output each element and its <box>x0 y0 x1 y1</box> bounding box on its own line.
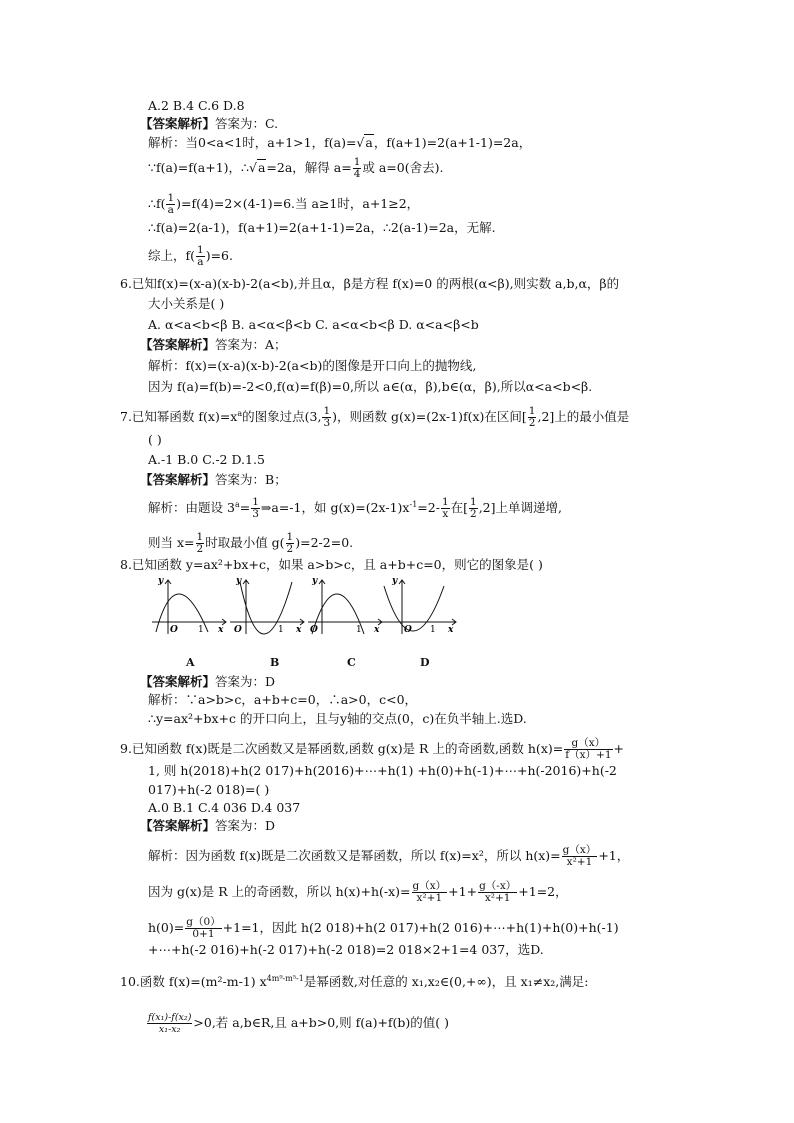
axis-y: y <box>236 576 242 586</box>
q6-analysis-line1: 解析：f(x)=(x-a)(x-b)-2(a<b)的图像是开口向上的抛物线, <box>148 358 477 373</box>
fraction: $\frac{1}{x}$ <box>441 496 449 520</box>
q10-stem-line1: 10.函数 f(x)=(m²-m-1) $x^{4m^9-m^5-1}$是幂函数,对任意的 x₁,x₂∈(0,+∞)，且 x₁≠x₂,满足: <box>120 973 589 989</box>
axis-x: x <box>296 625 302 635</box>
fraction: $\frac{\text{f(x₁)-f(x₂)}}{\text{x₁-x₂}}$ <box>148 1012 192 1035</box>
axis-x: x <box>374 625 380 635</box>
q7-analysis-line2: 则当 x= $\frac{1}{2}$ 时取最小值 g( $\frac{1}{2}$ )=2-2=0. <box>148 531 354 555</box>
answer-tag: 【答案解析】 <box>140 337 216 352</box>
graph-d <box>380 576 458 636</box>
graph-label-a: A <box>186 656 195 669</box>
fraction: $\frac{g(x)}{\text{x²+1}}$ <box>412 880 447 904</box>
fraction: $\frac{g(-x)}{\text{x²+1}}$ <box>479 880 517 904</box>
axis-x: x <box>218 625 224 635</box>
q6-answer <box>140 337 287 353</box>
fraction: $\frac{1}{2}$ <box>470 496 477 520</box>
tick-1: 1 <box>278 625 284 635</box>
answer-text: 答案为：B； <box>215 472 287 487</box>
q9-analysis-line4: +⋯+h(-2 016)+h(-2 017)+h(-2 018)=2 018×2+1=4 037，选D. <box>148 942 544 957</box>
q6-stem-line2: 大小关系是( ) <box>148 296 225 311</box>
q6-options: A. α<a<b<β B. a<α<β<b C. a<α<b<β D. α<a<β<b <box>148 317 479 332</box>
q5-analysis-line5: 综上，f( $\frac{1}{a}$ )=6. <box>148 244 233 268</box>
q5-analysis-line1: 解析：当0<a<1时，a+1>1，f(a)=√a，f(a+1)=2(a+1-1)=2a， <box>148 135 532 150</box>
fraction: $\frac{1}{3}$ <box>323 405 331 429</box>
q9-options: A.0 B.1 C.4 036 D.4 037 <box>148 800 301 815</box>
fraction: $\frac{1}{a}$ <box>197 244 204 268</box>
tick-1: 1 <box>430 625 436 635</box>
answer-text: 答案为：A； <box>215 337 287 352</box>
graph-label-c: C <box>347 656 356 669</box>
q7-analysis-line1: 解析：由题设 $3^a=$ $\frac{1}{3}$ ⇒a=-1，如 $g(x)=(2x-1)x^{-1}=2-$ $\frac{1}{x}$ 在[ $\frac{1}{2}$ ,2]上单调递增, <box>148 496 562 520</box>
q9-stem-line1: 9.已知函数 f(x)既是二次函数又是幂函数,函数 g(x)是 R 上的奇函数,函数 h(x)= $\frac{g(x)}{f(x)+1}$ + <box>120 737 624 761</box>
origin-label: O <box>404 625 412 635</box>
q8-stem: 8.已知函数 y=ax²+bx+c，如果 a>b>c，且 a+b+c=0，则它的图象是( ) <box>120 557 543 572</box>
q8-analysis-line1: 解析：∵a>b>c，a+b+c=0，∴a>0，c<0， <box>148 692 418 707</box>
q9-answer <box>140 818 275 834</box>
q5-analysis-line3: ∴f( $\frac{1}{a}$ )=f(4)=2×(4-1)=6.当 a≥1时，a+1≥2， <box>148 192 420 216</box>
fraction: $\frac{1}{2}$ <box>286 531 294 555</box>
tick-1: 1 <box>198 625 204 635</box>
q9-stem-line2: 1, 则 h(2018)+h(2 017)+h(2016)+⋯+h(1) +h(0)+h(-1)+⋯+h(-2016)+h(-2 <box>148 763 617 778</box>
fraction: $\frac{1}{2}$ <box>528 405 536 429</box>
q7-stem-line2: ( ) <box>148 432 162 447</box>
origin-label: O <box>310 625 318 635</box>
answer-tag: 【答案解析】 <box>140 116 216 131</box>
origin-label: O <box>234 625 242 635</box>
fraction: $\frac{g(x)}{\text{x²+1}}$ <box>562 844 597 868</box>
fraction: $\frac{g(0)}{0+1}$ <box>186 916 221 940</box>
q8-answer <box>140 674 275 690</box>
q5-analysis-line4: ∴f(a)=2(a-1)，f(a+1)=2(a+1-1)=2a，∴2(a-1)=2a，无解. <box>148 220 496 235</box>
q9-analysis-line1: 解析：因为函数 f(x)既是二次函数又是幂函数，所以 f(x)=x²，所以 h(x)= $\frac{g(x)}{\text{x²+1}}$ +1， <box>148 844 630 868</box>
fraction: $\frac{1}{2}$ <box>196 531 204 555</box>
tick-1: 1 <box>356 625 362 635</box>
answer-tag: 【答案解析】 <box>140 818 216 833</box>
q6-stem-line1: 6.已知f(x)=(x-a)(x-b)-2(a<b),并且α，β是方程 f(x)=0 的两根(α<β),则实数 a,b,α，β的 <box>120 276 620 291</box>
q8-analysis-line2: ∴y=ax²+bx+c 的开口向上，且与y轴的交点(0，c)在负半轴上.选D. <box>148 711 527 726</box>
axis-y: y <box>392 576 398 586</box>
q5-options: A.2 B.4 C.6 D.8 <box>148 98 245 113</box>
graph-label-b: B <box>270 656 280 669</box>
answer-text: 答案为：C. <box>215 116 279 131</box>
origin-label: O <box>170 625 178 635</box>
answer-tag: 【答案解析】 <box>140 472 216 487</box>
fraction: $\frac{g(x)}{f(x)+1}$ <box>565 737 612 761</box>
fraction: $\frac{1}{4}$ <box>353 156 361 180</box>
q10-stem-line2: $\frac{\text{f(x₁)-f(x₂)}}{\text{x₁-x₂}}$ >0,若 a,b∈R,且 a+b>0,则 f(a)+f(b)的值( ) <box>148 1012 450 1035</box>
q9-stem-line3: 017)+h(-2 018)=( ) <box>148 782 270 797</box>
graph-label-d: D <box>420 656 430 669</box>
q9-analysis-line2: 因为 g(x)是 R 上的奇函数，所以 h(x)+h(-x)= $\frac{g(x)}{\text{x²+1}}$ +1+ $\frac{g(-x)}{\text{x²+1}}$ +1=2， <box>148 880 568 904</box>
answer-tag: 【答案解析】 <box>140 674 216 689</box>
graph-c <box>306 576 384 636</box>
q9-analysis-line3: h(0)= $\frac{g(0)}{0+1}$ +1=1，因此 h(2 018)+h(2 017)+h(2 016)+⋯+h(1)+h(0)+h(-1) <box>148 916 619 940</box>
axis-x: x <box>448 625 454 635</box>
fraction: $\frac{1}{a}$ <box>167 192 175 216</box>
answer-text: 答案为：D <box>215 818 276 833</box>
graph-a <box>150 576 228 636</box>
fraction: $\frac{1}{3}$ <box>252 496 259 520</box>
q5-analysis-line2: ∵f(a)=f(a+1)，∴√a=2a，解得 a= $\frac{1}{4}$ 或 a=0(舍去). <box>148 156 444 180</box>
q7-options: A.-1 B.0 C.-2 D.1.5 <box>148 452 265 467</box>
axis-y: y <box>312 576 318 586</box>
graph-b <box>228 576 306 636</box>
axis-y: y <box>158 576 164 586</box>
q5-answer <box>140 116 278 132</box>
q6-analysis-line2: 因为 f(a)=f(b)=-2<0,f(α)=f(β)=0,所以 a∈(α，β),b∈(α，β),所以α<a<b<β. <box>148 379 593 394</box>
answer-text: 答案为：D <box>215 674 276 689</box>
q7-answer <box>140 472 287 488</box>
q7-stem-line1: 7.已知幂函数 $f(x)=x^a$的图象过点(3, $\frac{1}{3}$ )，则函数 g(x)=(2x-1)f(x)在区间[ $\frac{1}{2}$ ,2]上的最小值是 <box>120 405 630 429</box>
